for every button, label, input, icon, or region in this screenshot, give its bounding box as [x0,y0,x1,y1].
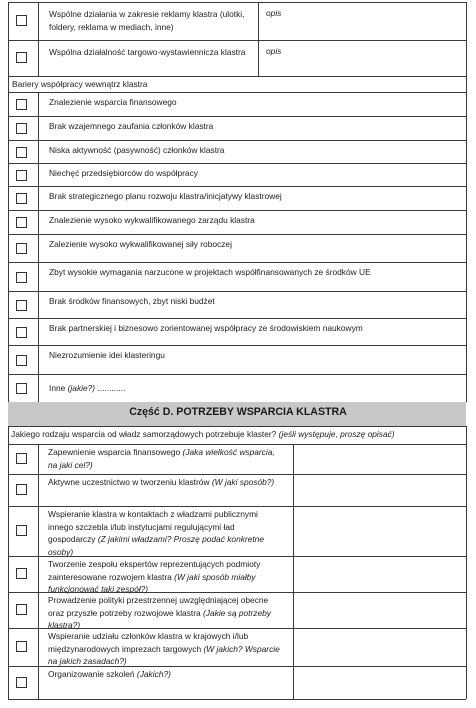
checkbox[interactable] [16,525,27,536]
column-line [8,2,9,76]
rule-line [8,40,466,41]
rule-line [8,234,466,235]
barrier-option-label: Brak strategicznego planu rozwoju klastra/inicjatywy klastrowej [49,191,282,201]
rule-line [8,210,466,211]
barrier-option-label: Niska aktywność (pasywność) członków klastra [49,145,225,155]
barrier-option-label: Niechęć przedsiębiorców do współpracy [49,168,198,178]
rule-line [8,76,466,77]
support-option-text: Zapewnienie wsparcia finansowego [48,447,181,457]
option-label: Wspólna działalność targowo-wystawiennicza klastra [49,47,246,57]
support-option-text: Aktywne uczestnictwo w tworzeniu klastrów [48,477,210,487]
checkbox[interactable] [16,99,27,110]
support-option-label [48,476,284,489]
checkbox[interactable] [16,383,27,394]
barrier-option-label: Zbyt wysokie wymagania narzucone w projektach współfinansowanych ze środków UE [49,267,371,277]
checkbox[interactable] [16,677,27,688]
column-line [38,2,39,76]
checkbox[interactable] [16,243,27,254]
barrier-option-label: Brak partnerskiej i biznesowo zorientowanej współpracy ze środowiskiem naukowym [49,323,363,333]
support-option-text: Prowadzenie polityki przestrzennej uwzględniającej obecne oraz przyszłe potrzeby rozwojowe klastra [48,595,269,618]
support-option-hint: (W jaki sposób miałby funkcjonować taki zespół?) [48,571,256,594]
other-dots[interactable]: ............ [97,383,126,393]
rule-line [8,262,466,263]
support-option-label [48,594,284,632]
column-line [38,444,39,699]
option-label: Wspólne działania w zakresie reklamy klastra (ulotki, foldery, reklama w mediach, inne) [49,9,245,32]
other-label: Inne [49,383,66,393]
support-answer-field[interactable] [294,475,465,505]
question-text: Jakiego rodzaju wsparcia od władz samorządowych potrzebuje klaster? [11,429,277,439]
rule-line [8,163,466,164]
rule-line [8,2,466,3]
rule-line [8,291,466,292]
rule-line [8,345,466,346]
barrier-option-label: Brak środków finansowych, zbyt niski budżet [49,296,215,306]
support-answer-field[interactable] [294,593,465,627]
support-option-label [48,630,284,668]
support-option-hint: (Jakich?) [136,669,171,679]
checkbox[interactable] [16,15,27,26]
checkbox[interactable] [16,300,27,311]
rule-line [8,92,466,93]
description-field[interactable]: opis [266,8,282,18]
support-answer-field[interactable] [294,507,465,555]
rule-line [8,374,466,375]
rule-line [8,140,466,141]
checkbox[interactable] [16,484,27,495]
barriers-header: Bariery współpracy wewnątrz klastra [12,79,148,89]
rule-line [8,116,466,117]
support-option-text: Wspieranie udziału członków klastra w krajowych i/lub międzynarodowych imprezach targowych [48,631,249,654]
barrier-option-label: Niezrozumienie idei klasteringu [49,350,165,360]
support-option-label [48,668,284,681]
barrier-option-label: Znalezienie wysoko wykwalifikowanego zarządu klastra [49,215,255,225]
column-line [466,2,467,76]
checkbox[interactable] [16,52,27,63]
support-answer-field[interactable] [294,629,465,665]
checkbox[interactable] [16,193,27,204]
description-field[interactable]: opis [266,46,282,56]
rule-line [8,699,466,700]
support-option-hint: (Jaka wielkość wsparcia, na jaki cel?) [48,447,275,470]
column-line [466,76,467,402]
section-d-question [11,428,471,441]
checkbox[interactable] [16,568,27,579]
support-option-hint: (W jakich? Wsparcie na jakich zasadach?) [48,643,280,666]
rule-line [8,426,466,427]
section-d-title: Część D. POTRZEBY WSPARCIA KLASTRA [129,406,347,418]
barrier-option-label: Brak wzajemnego zaufania członków klastra [49,121,214,131]
support-answer-field[interactable] [294,445,465,473]
column-line [8,426,9,699]
checkbox[interactable] [16,147,27,158]
support-option-label [48,446,284,471]
question-hint: (jeśli występuje, proszę opisać) [278,429,395,439]
support-option-text: Wspieranie klastra w kontaktach z władzami publicznymi innego szczebla i/lub instytucjami regulującymi ład gospodarczy [48,509,258,544]
column-line [38,92,39,402]
column-line [8,76,9,402]
support-option-text: Organizowanie szkoleń [48,669,135,679]
rule-line [8,318,466,319]
checkbox[interactable] [16,272,27,283]
checkbox[interactable] [16,355,27,366]
rule-line [8,186,466,187]
barrier-option-label: Znalezienie wsparcia finansowego [49,97,177,107]
other-option-label [49,382,125,395]
support-option-label [48,558,284,596]
other-hint: (jakie?) [67,383,96,393]
checkbox[interactable] [16,604,27,615]
column-line [293,444,294,699]
support-answer-field[interactable] [294,557,465,591]
column-line [466,426,467,699]
support-option-hint: (W jaki sposób?) [211,477,275,487]
checkbox[interactable] [16,217,27,228]
support-answer-field[interactable] [294,667,465,698]
checkbox[interactable] [16,641,27,652]
support-option-hint: (Z jakimi władzami? Proszę podać konkretne osoby) [48,534,264,557]
barrier-option-label: Zalezienie wysoko wykwalifikowanej siły roboczej [49,239,232,249]
support-option-hint: (Jakie są potrzeby klastra?) [48,607,271,630]
support-option-text: Tworzenie zespołu ekspertów reprezentujących podmioty zainteresowane rozwojem klastra [48,559,261,582]
column-line [258,2,259,76]
support-option-label [48,508,284,558]
checkbox[interactable] [16,453,27,464]
checkbox[interactable] [16,327,27,338]
checkbox[interactable] [16,170,27,181]
checkbox[interactable] [16,123,27,134]
